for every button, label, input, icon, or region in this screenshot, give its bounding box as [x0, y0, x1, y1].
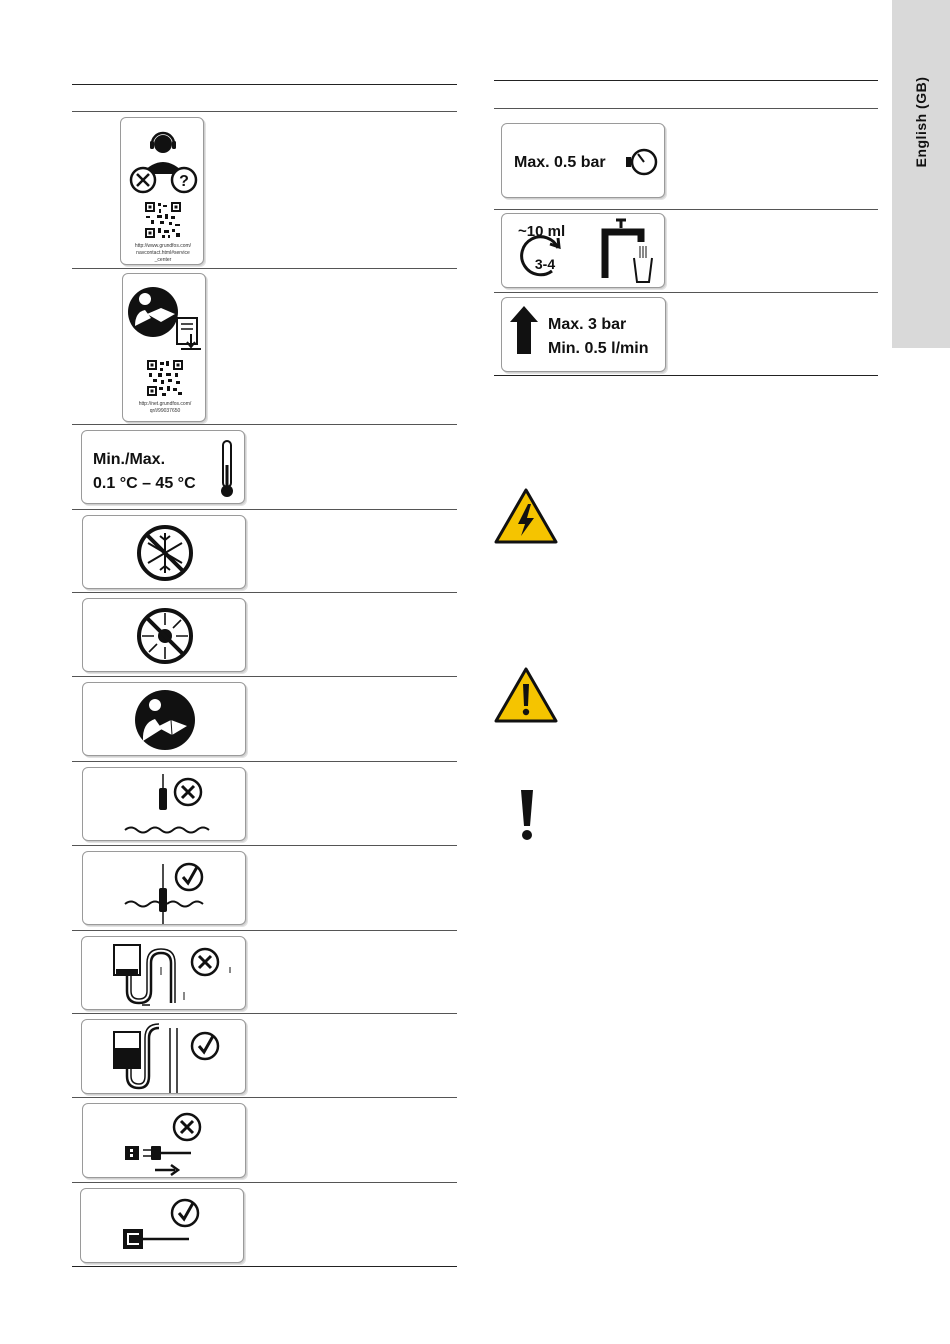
flush-volume-label: ~10 ml [518, 223, 566, 240]
temperature-line1: Min./Max. [93, 451, 166, 468]
plug-connected-symbol [80, 1188, 244, 1263]
left-table-top-rule [72, 84, 457, 85]
left-row-divider [72, 424, 457, 425]
right-table-top-rule [494, 80, 878, 81]
plug-pull-cross-icon [125, 1114, 200, 1175]
left-row-divider [72, 761, 457, 762]
read-manual-icon [135, 690, 195, 750]
sensor-above-water-symbol [82, 767, 246, 841]
no-frost-icon [139, 527, 191, 579]
guide-url-line1: http://net.grundfos.com/ [138, 401, 192, 407]
left-row-divider [72, 930, 457, 931]
up-arrow-icon [510, 306, 538, 354]
service-url-line3: _center [154, 257, 172, 263]
plug-pull-symbol [82, 1103, 246, 1178]
left-row-divider [72, 845, 457, 846]
right-table-bottom-rule [494, 375, 878, 376]
service-contact-symbol [120, 117, 204, 265]
flush-repeat-count: 3-4 [534, 256, 556, 272]
language-tab-label: English (GB) [913, 76, 929, 168]
pressure-gauge-icon [626, 150, 656, 174]
flow-max-pressure: Max. 3 bar [548, 316, 627, 333]
left-row-divider [72, 1097, 457, 1098]
qr-code [147, 360, 183, 396]
left-row-divider [72, 268, 457, 269]
flush-volume-symbol [501, 213, 665, 288]
right-row-divider [494, 209, 878, 210]
left-table-header-rule [72, 111, 457, 112]
hose-siphon-symbol [81, 936, 246, 1010]
qr-code [145, 202, 181, 238]
service-url-line1: http://www.grundfos.com/ [134, 243, 192, 249]
caution-exclamation-icon [494, 666, 558, 724]
right-table-header-rule [494, 108, 878, 109]
left-row-divider [72, 1013, 457, 1014]
no-direct-sunlight-icon [139, 610, 191, 662]
left-row-divider [72, 592, 457, 593]
electric-hazard-icon [494, 487, 558, 545]
left-row-divider [72, 676, 457, 677]
sensor-above-water-cross-icon [125, 774, 209, 833]
service-url-line2: navcontact.html#service [136, 250, 190, 256]
sensor-in-water-symbol [82, 851, 246, 925]
max-pressure-label: Max. 0.5 bar [514, 154, 606, 171]
sensor-in-water-check-icon [125, 864, 203, 925]
temperature-line2: 0.1 °C – 45 °C [93, 475, 196, 492]
svg-text:?: ? [179, 173, 189, 190]
plug-connected-check-icon [123, 1200, 198, 1249]
language-tab [892, 0, 950, 348]
hose-correct-symbol [81, 1019, 246, 1094]
note-exclamation-icon [517, 788, 537, 842]
left-table-bottom-rule [72, 1266, 457, 1267]
temperature-symbol [81, 430, 245, 504]
read-manual-symbol [82, 682, 246, 756]
left-row-divider [72, 509, 457, 510]
hose-check-icon [114, 1024, 218, 1094]
flow-min-rate: Min. 0.5 l/min [548, 340, 649, 357]
left-row-divider [72, 1182, 457, 1183]
flow-symbol [501, 297, 666, 372]
thermometer-icon [221, 441, 233, 497]
guide-url-line2: qr/i/99037650 [149, 408, 181, 414]
tap-glass-icon [605, 220, 652, 282]
no-sunlight-symbol [82, 598, 246, 672]
no-frost-symbol [82, 515, 246, 589]
max-pressure-symbol [501, 123, 665, 198]
read-manual-download-icon [128, 287, 201, 349]
hose-siphon-cross-icon [114, 945, 230, 1005]
service-headset-icon [131, 133, 196, 192]
installation-guide-symbol [122, 273, 206, 422]
right-row-divider [494, 292, 878, 293]
